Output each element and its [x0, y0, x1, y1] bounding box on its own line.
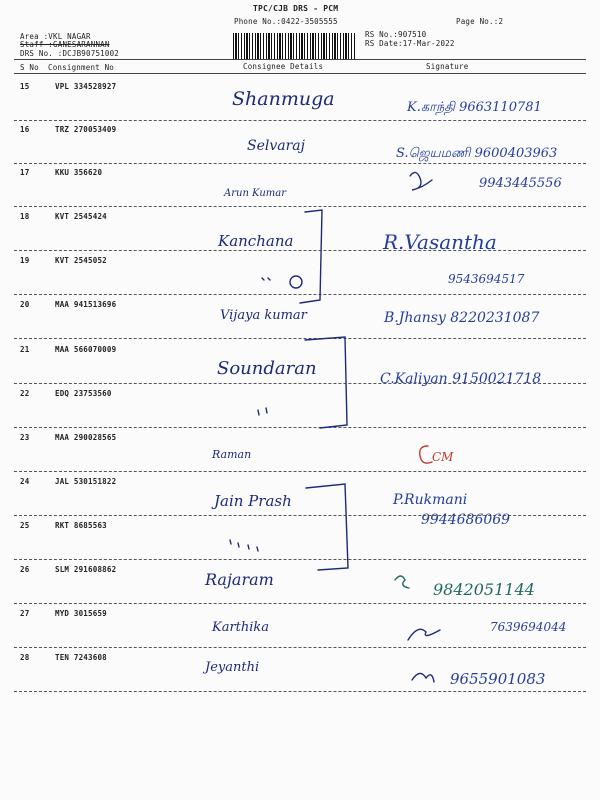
signature-text: K.காந்தி 9663110781 — [407, 100, 542, 115]
signature-text: C.Kaliyan 9150021718 — [380, 371, 542, 387]
row-sno: 22 — [20, 389, 30, 398]
ditto-mark — [258, 408, 267, 415]
signature-text: 9944686069 — [421, 512, 511, 528]
row-sno: 27 — [20, 609, 30, 618]
handwritten-name: Selvaraj — [247, 138, 305, 154]
row-consignment-no: MAA 566070009 — [55, 345, 117, 354]
signature-text: R.Vasantha — [383, 230, 497, 254]
handwritten-name: Raman — [212, 448, 252, 461]
row-consignment-no: VPL 334528927 — [55, 82, 117, 91]
rs-number: RS No.:907510 — [365, 30, 427, 39]
scribble-mark — [290, 276, 302, 288]
row-sno: 21 — [20, 345, 30, 354]
handwritten-name: Jeyanthi — [205, 660, 260, 675]
signature-squiggle — [410, 172, 432, 190]
signature-text: 9842051144 — [433, 580, 535, 599]
area-label: Area :VKL NAGAR — [20, 32, 91, 41]
staff-label: Staff :GANESARANNAN — [20, 40, 110, 49]
signature-text: CM — [432, 450, 454, 464]
handwritten-name: Jain Prash — [214, 492, 292, 510]
row-consignment-no: RKT 8685563 — [55, 521, 107, 530]
signature-squiggle — [408, 629, 440, 640]
handwritten-name: Shanmuga — [232, 88, 335, 110]
row-consignment-no: KKU 356620 — [55, 168, 103, 177]
row-sno: 20 — [20, 300, 30, 309]
signature-text: P.Rukmani — [393, 492, 468, 508]
row-consignment-no: MYD 3015659 — [55, 609, 107, 618]
row-sno: 17 — [20, 168, 30, 177]
row-sno: 16 — [20, 125, 30, 134]
bracket-mark — [306, 484, 348, 570]
ditto-mark — [262, 278, 270, 280]
col-sno: S No — [20, 63, 39, 72]
signature-squiggle — [420, 446, 432, 463]
bracket-mark — [305, 337, 347, 428]
handwritten-name: Soundaran — [217, 358, 317, 379]
col-consignment: Consignment No — [48, 63, 115, 72]
drs-number: DRS No. :DCJB90751002 — [20, 49, 120, 58]
signature-squiggle — [412, 673, 434, 682]
handwritten-name: Kanchana — [218, 232, 294, 250]
row-consignment-no: JAL 530151822 — [55, 477, 117, 486]
handwritten-name: Rajaram — [205, 570, 274, 589]
row-sno: 23 — [20, 433, 30, 442]
phone-number: Phone No.:0422-3505555 — [234, 17, 338, 26]
row-sno: 26 — [20, 565, 30, 574]
signature-squiggle — [395, 576, 409, 588]
row-consignment-no: MAA 941513696 — [55, 300, 117, 309]
row-sno: 18 — [20, 212, 30, 221]
row-sno: 19 — [20, 256, 30, 265]
row-consignment-no: EDQ 23753560 — [55, 389, 112, 398]
signature-text: 9943445556 — [479, 176, 562, 191]
signature-text: 9655901083 — [450, 670, 546, 688]
handwritten-name: Arun Kumar — [224, 188, 286, 199]
document-title: TPC/CJB DRS - PCM — [253, 4, 339, 13]
signature-text: B.Jhansy 8220231087 — [384, 310, 540, 326]
row-sno: 15 — [20, 82, 30, 91]
ditto-mark — [230, 540, 258, 551]
row-sno: 28 — [20, 653, 30, 662]
row-consignment-no: MAA 290028565 — [55, 433, 117, 442]
row-consignment-no: KVT 2545424 — [55, 212, 107, 221]
signature-text: 7639694044 — [490, 620, 567, 634]
handwritten-name: Vijaya kumar — [220, 308, 307, 323]
rs-date: RS Date:17-Mar-2022 — [365, 39, 455, 48]
page-number: Page No.:2 — [456, 17, 504, 26]
row-sno: 24 — [20, 477, 30, 486]
row-consignment-no: TRZ 270053409 — [55, 125, 117, 134]
row-consignment-no: SLM 291608862 — [55, 565, 117, 574]
bracket-mark — [300, 210, 322, 303]
handwritten-name: Karthika — [212, 620, 270, 635]
row-sno: 25 — [20, 521, 30, 530]
col-consignee: Consignee Details — [243, 62, 324, 71]
col-signature: Signature — [426, 62, 469, 71]
signature-text: 9543694517 — [448, 272, 525, 286]
row-consignment-no: KVT 2545052 — [55, 256, 107, 265]
signature-text: S.ஜெயமணி 9600403963 — [396, 146, 558, 161]
row-consignment-no: TEN 7243608 — [55, 653, 107, 662]
